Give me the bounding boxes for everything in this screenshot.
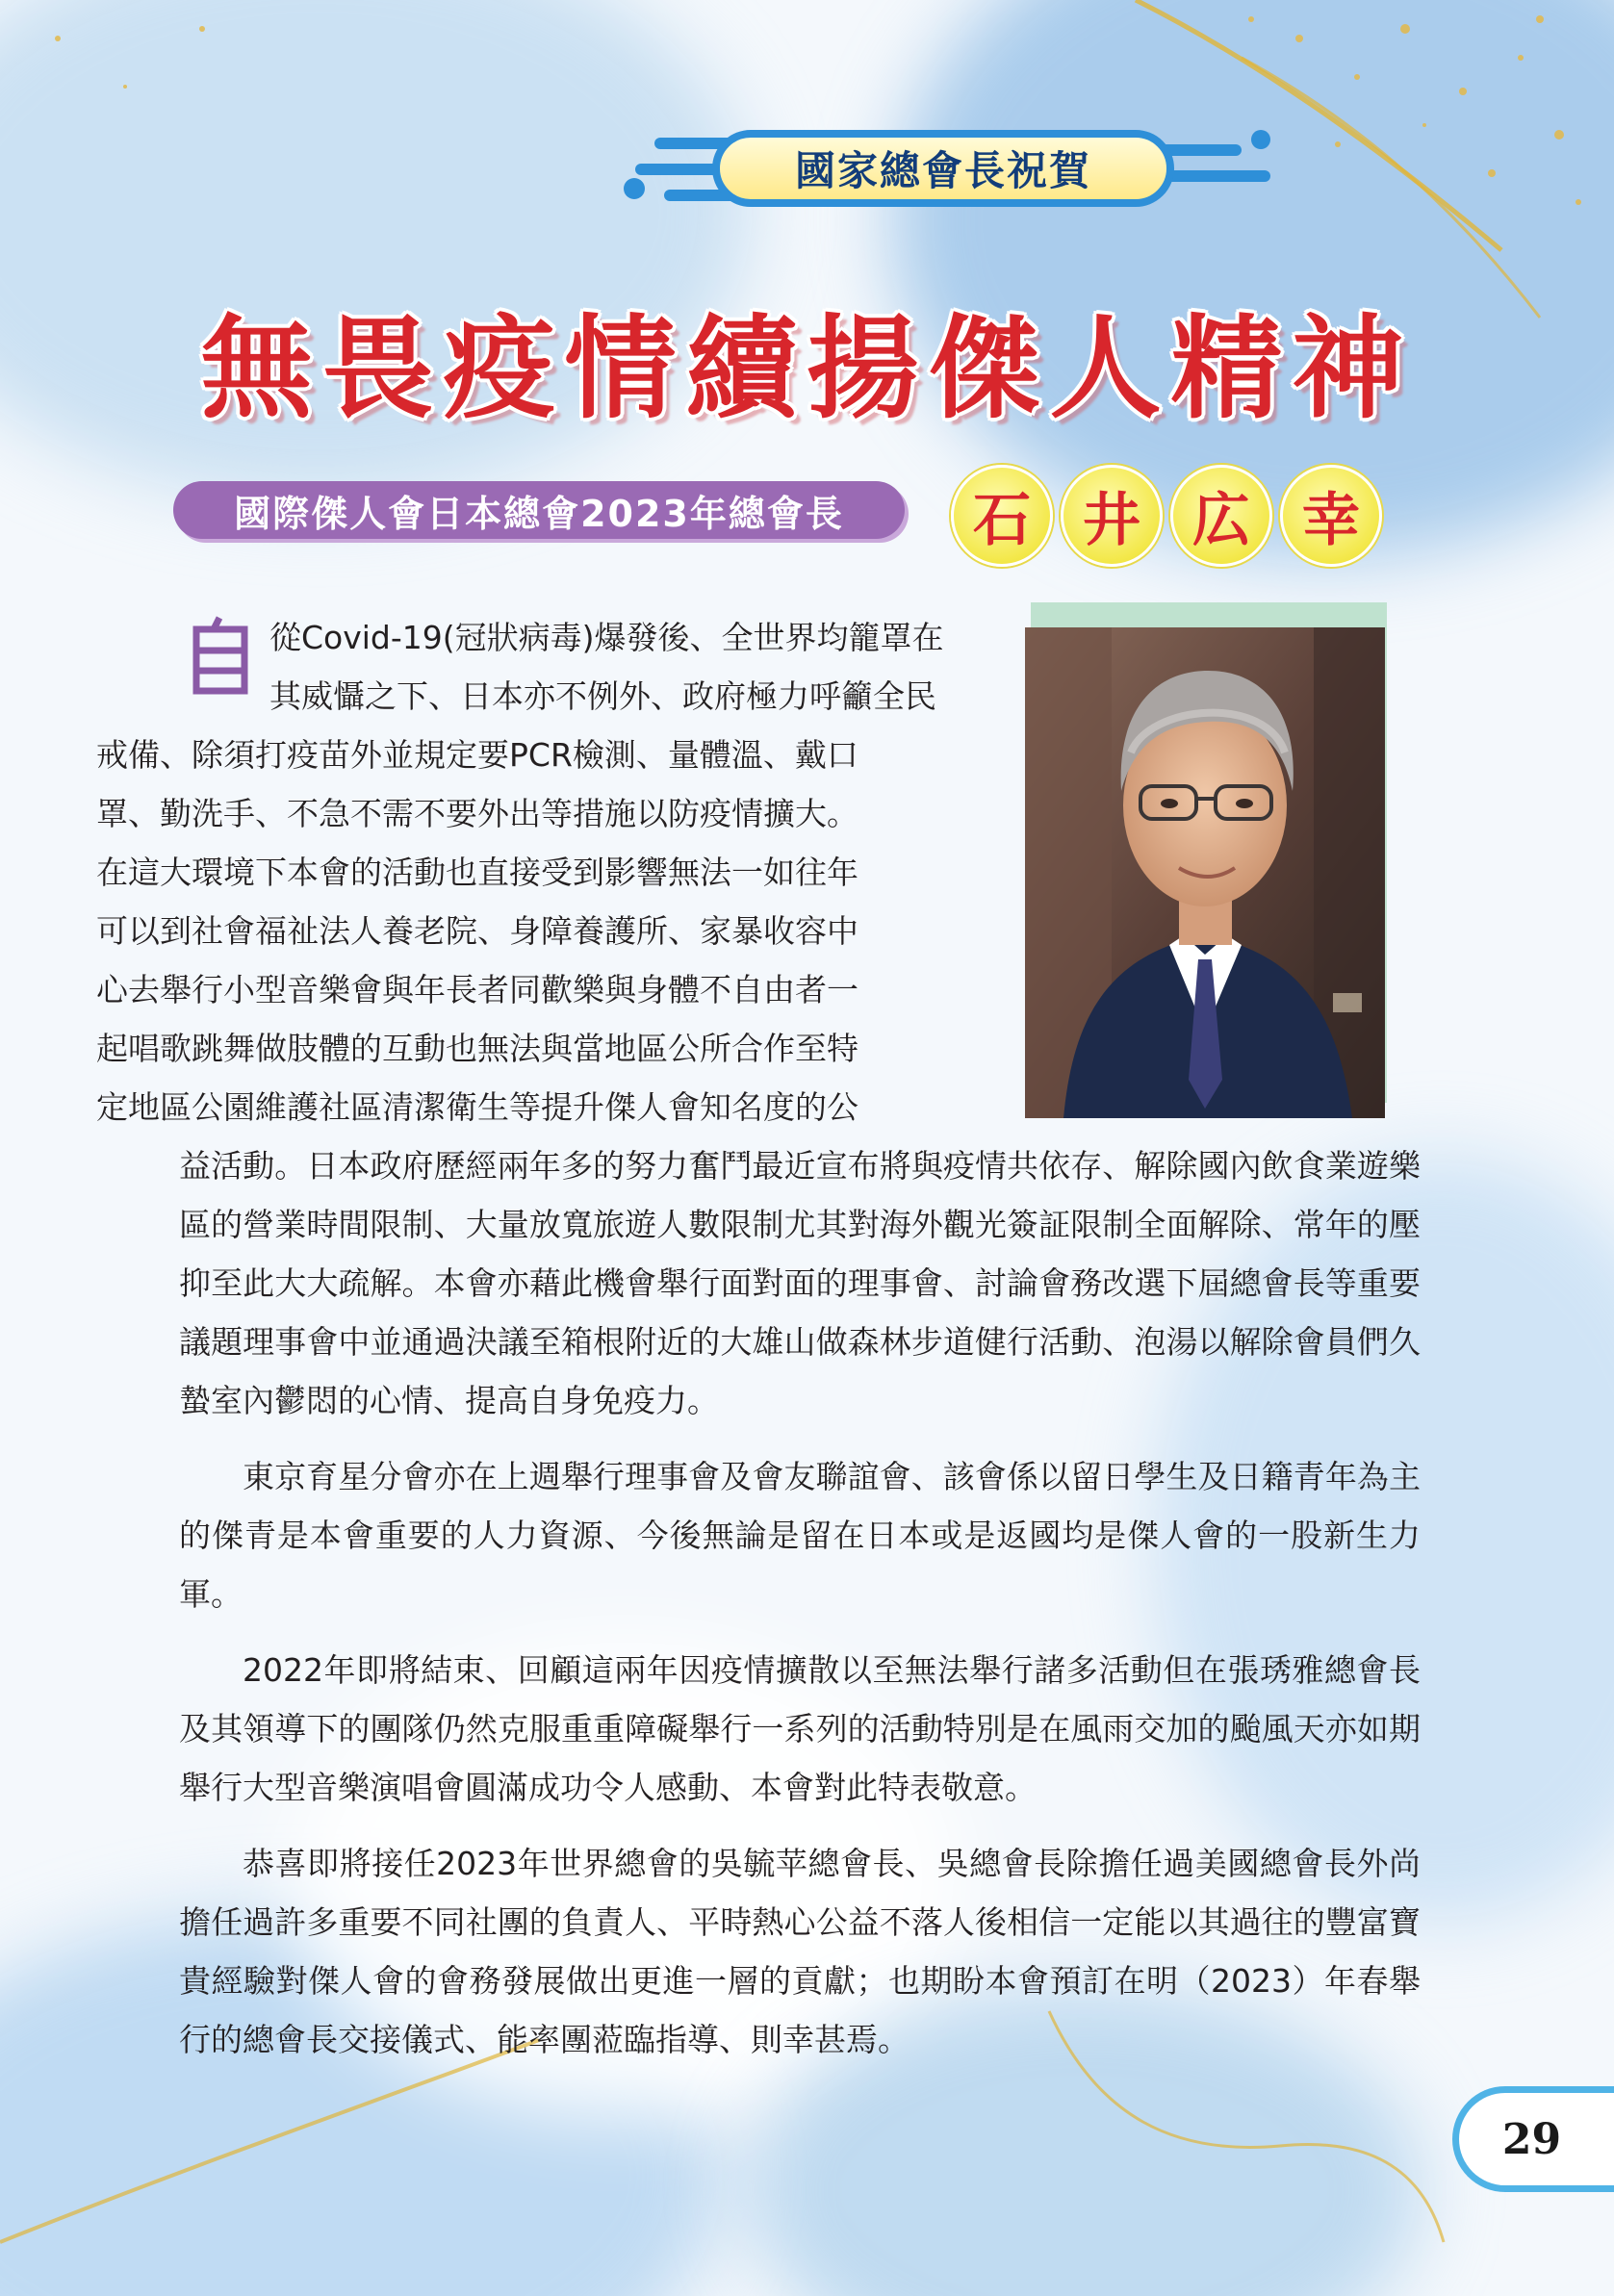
author-name-char: 石: [951, 465, 1053, 567]
text-line: 其威懾之下、日本亦不例外、政府極力呼籲全民: [269, 677, 936, 715]
page-number-tab: [1452, 2086, 1614, 2192]
paragraph-1-continued: 益活動。日本政府歷經兩年多的努力奮鬥最近宣布將與疫情共依存、解除國內飲食業遊樂區的營業時間限制、大量放寬旅遊人數限制尤其對海外觀光簽証限制全面解除、常年的壓抑至此大大疏解。本會亦藉此機會舉行面對面的理事會、討論會務改選下屆總會長等重要議題理事會中並通過決議至箱根附近的大雄山做森林步道健行活動、泡湯以解除會員們久蟄室內鬱悶的心情、提高自身免疫力。: [179, 1147, 1421, 1419]
text-line: 心去舉行小型音樂會與年長者同歡樂與身體不自由者一: [96, 971, 858, 1008]
paragraph-1: [96, 608, 1421, 1430]
dropcap: [187, 616, 254, 695]
text-line: 從Covid-19(冠狀病毒)爆發後、全世界均籠罩在: [269, 619, 944, 656]
text-line: 起唱歌跳舞做肢體的互動也無法與當地區公所合作至特: [96, 1030, 858, 1067]
text-line: 定地區公園維護社區清潔衛生等提升傑人會知名度的公: [96, 1088, 858, 1126]
article-title: 無畏疫情續揚傑人精神: [200, 303, 1414, 434]
author-name: [951, 465, 1382, 567]
paragraph-3: 2022年即將結束、回顧這兩年因疫情擴散以至無法舉行諸多活動但在張琇雅總會長及其領導下的團隊仍然克服重重障礙舉行一系列的活動特別是在風雨交加的颱風天亦如期舉行大型音樂演唱會圓滿成功令人感動、本會對此特表敬意。: [179, 1651, 1421, 1806]
text-line: 可以到社會福祉法人養老院、身障養護所、家暴收容中: [96, 912, 858, 950]
author-role-badge: [173, 481, 905, 539]
author-name-char: 幸: [1280, 465, 1382, 567]
author-role: 國際傑人會日本總會2023年總會長: [234, 492, 844, 535]
text-line: 在這大環境下本會的活動也直接受到影響無法一如往年: [96, 854, 858, 891]
author-name-char: 広: [1170, 465, 1272, 567]
paragraph-4: 恭喜即將接任2023年世界總會的吳毓苹總會長、吳總會長除擔任過美國總會長外尚擔任過許多重要不同社團的負責人、平時熱心公益不落人後相信一定能以其過往的豐富寶貴經驗對傑人會的會務發展做出更進一層的貢獻；也期盼本會預訂在明（2023）年春舉行的總會長交接儀式、能率團蒞臨指導、則幸甚焉。: [179, 1845, 1421, 2058]
text-line: 罩、勤洗手、不急不需不要外出等措施以防疫情擴大。: [96, 795, 858, 832]
article-body: [96, 608, 1421, 2069]
author-name-char: 井: [1061, 465, 1163, 567]
banner-label: 國家總會長祝賀: [794, 147, 1091, 194]
text-line: 戒備、除須打疫苗外並規定要PCR檢測、量體溫、戴口: [96, 736, 858, 774]
section-banner: [616, 120, 1290, 226]
paragraph-2: 東京育星分會亦在上週舉行理事會及會友聯誼會、該會係以留日學生及日籍青年為主的傑青是本會重要的人力資源、今後無論是留在日本或是返國均是傑人會的一股新生力軍。: [179, 1458, 1421, 1613]
page-number: 29: [1501, 2114, 1562, 2164]
